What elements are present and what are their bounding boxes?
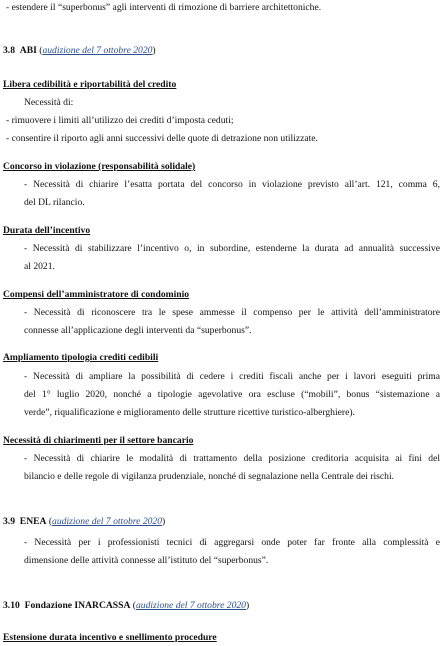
enea-line-1: - Necessità per i professionisti tecnici di aggregarsi onde poter far fronte alla complessità e (24, 537, 440, 548)
durata-line-1: - Necessità di stabilizzare l’incentivo o, in subordine, estenderne la durata ad annualità successive (24, 243, 440, 254)
section-title: ABI (19, 45, 37, 56)
audizione-link-abi[interactable]: audizione del 7 ottobre 2020 (42, 45, 153, 56)
bullet-rimuovere: - rimuovere i limiti all’utilizzo dei crediti d’imposta ceduti; (6, 115, 234, 126)
heading-durata: Durata dell’incentivo (3, 225, 91, 236)
audizione-link-enea[interactable]: audizione del 7 ottobre 2020 (52, 516, 163, 527)
bullet-consentire: - consentire il riporto agli anni successivi delle quote di detrazione non utilizzate. (6, 133, 318, 144)
section-number: 3.10 (3, 600, 20, 611)
ampliamento-line-3: verde”, riqualificazione e miglioramento delle strutture ricettive turistico-alberghiere). (24, 407, 355, 418)
section-3-10-heading: 3.10 Fondazione INARCASSA (audizione del 7 ottobre 2020) (3, 600, 250, 611)
section-3-9-heading: 3.9 ENEA (audizione del 7 ottobre 2020) (3, 516, 166, 527)
concorso-line-1: - Necessità di chiarire l’esatta portata del concorso in violazione previsto all’art. 121, comma 6, (24, 179, 440, 190)
heading-compensi: Compensi dell’amministratore di condominio (3, 289, 190, 300)
section-title: ENEA (19, 516, 47, 527)
compensi-line-2: connesse all’applicazione degli interventi da “superbonus”. (24, 325, 252, 336)
section-number: 3.8 (3, 45, 15, 56)
heading-estensione: Estensione durata incentivo e snellimento procedure (3, 632, 217, 643)
bullet-barriere: - estendere il “superbonus” agli interventi di rimozione di barriere architettoniche. (6, 2, 322, 13)
chiarimenti-line-1: - Necessità di chiarire le modalità di trattamento della posizione creditoria acquisita ai fini del (24, 453, 440, 464)
chiarimenti-line-2: bilancio e delle regole di vigilanza prudenziale, nonché di segnalazione nella Centrale dei rischi. (24, 471, 395, 482)
ampliamento-line-1: - Necessità di ampliare la possibilità di cedere i crediti fiscali anche per i lavori eseguiti prima (24, 371, 440, 382)
section-title: Fondazione INARCASSA (24, 600, 131, 611)
concorso-line-2: del DL rilancio. (24, 197, 85, 208)
enea-line-2: dimensione delle attività connesse all’istituto del “superbonus”. (24, 555, 269, 566)
section-number: 3.9 (3, 516, 15, 527)
ampliamento-line-2: del 1° luglio 2020, nonché a tipologie agevolative ora escluse (“mobili”, bonus “sistemazione a (24, 389, 440, 400)
heading-concorso: Concorso in violazione (responsabilità solidale) (3, 161, 196, 172)
compensi-line-1: - Necessità di riconoscere tra le spese ammesse il compenso per le attività dell’amministratore (24, 307, 440, 318)
durata-line-2: al 2021. (24, 261, 55, 272)
heading-libera-cedibilita: Libera cedibilità e riportabilità del credito (3, 79, 177, 90)
text-necessita-di: Necessità di: (24, 97, 74, 108)
section-3-8-heading: 3.8 ABI (audizione del 7 ottobre 2020) (3, 45, 156, 56)
heading-ampliamento: Ampliamento tipologia crediti cedibili (3, 352, 159, 363)
heading-chiarimenti: Necessità di chiarimenti per il settore bancario (3, 435, 194, 446)
audizione-link-inarcassa[interactable]: audizione del 7 ottobre 2020 (136, 600, 246, 611)
